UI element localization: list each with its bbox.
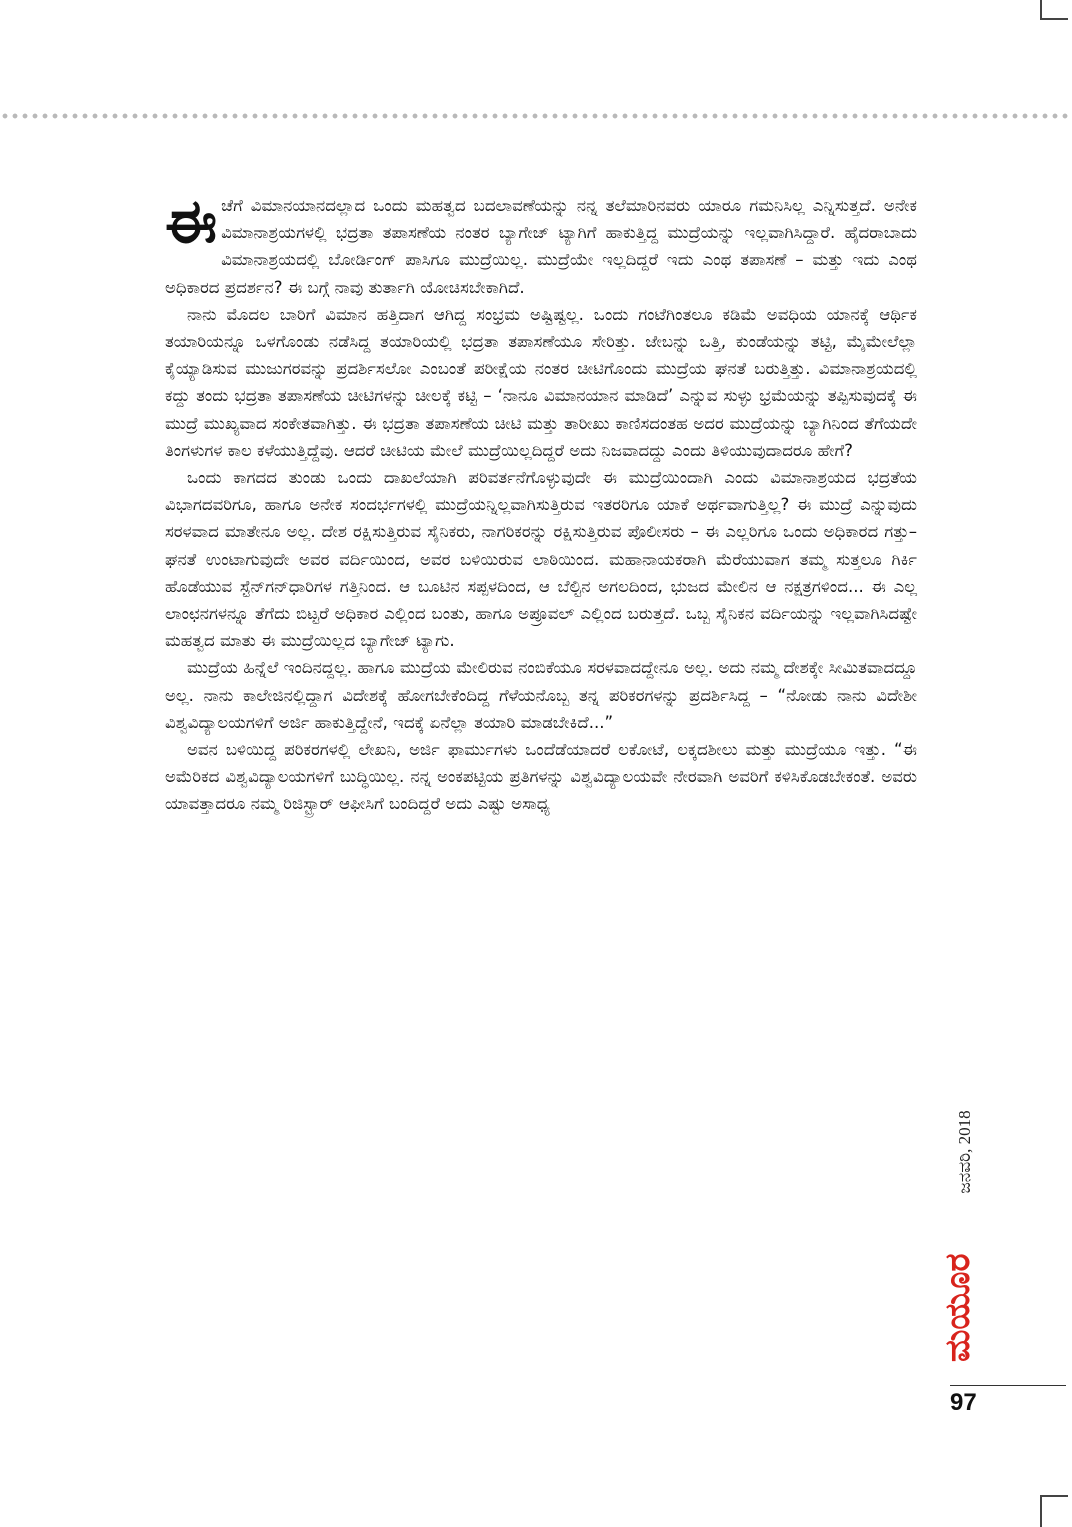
paragraph: ನಾನು ಮೊದಲ ಬಾರಿಗೆ ವಿಮಾನ ಹತ್ತಿದಾಗ ಆಗಿದ್ದ ಸಂಭ್ರಮ ಅಷ್ಟಿಷ್ಟಲ್ಲ. ಒಂದು ಗಂಟೆಗಿಂತಲೂ ಕಡಿಮೆ ಅವಧಿಯ ಯಾನಕ್ಕೆ ಆರ್ಥಿಕ ತಯಾರಿಯನ್ನೂ ಒಳಗೊಂಡು ನಡೆಸಿದ್ದ ತಯಾರಿಯಲ್ಲಿ ಭದ್ರತಾ ತಪಾಸಣೆಯೂ ಸೇರಿತ್ತು. ಜೇಬನ್ನು ಒತ್ತಿ, ಕುಂಡೆಯನ್ನು ತಟ್ಟಿ, ಮೈಮೇಲೆಲ್ಲಾ ಕೈಯ್ಯಾಡಿಸುವ ಮುಜುಗರವನ್ನು ಪ್ರದರ್ಶಿಸಲೋ ಎಂಬಂತೆ ಪರೀಕ್ಷೆಯ ನಂತರ ಚೀಟಿಗೊಂದು ಮುದ್ರೆಯ ಘನತೆ ಬರುತ್ತಿತ್ತು. ವಿಮಾನಾಶ್ರಯದಲ್ಲಿ ಕದ್ದು ತಂದು ಭದ್ರತಾ ತಪಾಸಣೆಯ ಚೀಟಿಗಳನ್ನು ಚೀಲಕ್ಕೆ ಕಟ್ಟಿ – ‘ನಾನೂ ವಿಮಾನಯಾನ ಮಾಡಿದೆ’ ಎನ್ನುವ ಸುಳ್ಳು ಭ್ರಮೆಯನ್ನು ತಪ್ಪಿಸುವುದಕ್ಕೆ ಈ ಮುದ್ರೆ ಮುಖ್ಯವಾದ ಸಂಕೇತವಾಗಿತ್ತು. ಈ ಭದ್ರತಾ ತಪಾಸಣೆಯ ಚೀಟಿ ಮತ್ತು ತಾರೀಖು ಕಾಣಿಸದಂತಹ ಅದರ ಮುದ್ರೆಯನ್ನು ಬ್ಯಾಗಿನಿಂದ ತೆಗೆಯದೇ ತಿಂಗಳುಗಳ ಕಾಲ ಕಳೆಯುತ್ತಿದ್ದೆವು. ಆದರೆ ಚೀಟಿಯ ಮೇಲೆ ಮುದ್ರೆಯಿಲ್ಲದಿದ್ದರೆ ಅದು ನಿಜವಾದದ್ದು ಎಂದು ತಿಳಿಯುವುದಾದರೂ ಹೇಗೆ? (165, 304, 917, 460)
page-sidebar (935, 1085, 1010, 1415)
magazine-logo: ಮಯೂರ (938, 1253, 978, 1362)
article-body (165, 187, 918, 818)
dotted-separator (0, 112, 1072, 120)
issue-date: ಜನವರಿ, 2018 (955, 1110, 974, 1194)
paragraph (165, 187, 917, 301)
paragraph: ಅವನ ಬಳಿಯಿದ್ದ ಪರಿಕರಗಳಲ್ಲಿ ಲೇಖನಿ, ಅರ್ಜಿ ಫಾರ್ಮುಗಳು ಒಂದೆಡೆಯಾದರೆ ಲಕೋಟೆ, ಲಕ್ಕದಶೀಲು ಮತ್ತು ಮುದ್ರೆಯೂ ಇತ್ತು. “ಈ ಅಮೆರಿಕದ ವಿಶ್ವವಿದ್ಯಾಲಯಗಳಿಗೆ ಬುದ್ಧಿಯಿಲ್ಲ. ನನ್ನ ಅಂಕಪಟ್ಟಿಯ ಪ್ರತಿಗಳನ್ನು ವಿಶ್ವವಿದ್ಯಾಲಯವೇ ನೇರವಾಗಿ ಅವರಿಗೆ ಕಳಿಸಿಕೊಡಬೇಕಂತೆ. ಅವರು ಯಾವತ್ತಾದರೂ ನಮ್ಮ ರಿಜಿಸ್ಟ್ರಾರ್ ಆಫೀಸಿಗೆ ಬಂದಿದ್ದರೆ ಅದು ಎಷ್ಟು ಅಸಾಧ್ಯ (165, 740, 918, 814)
crop-mark-top-right (1040, 0, 1068, 20)
paragraph-text: ಚೆಗೆ ವಿಮಾನಯಾನದಲ್ಲಾದ ಒಂದು ಮಹತ್ವದ ಬದಲಾವಣೆಯನ್ನು ನನ್ನ ತಲೆಮಾರಿನವರು ಯಾರೂ ಗಮನಿಸಿಲ್ಲ ಎನ್ನಿಸುತ್ತದೆ. ಅನೇಕ ವಿಮಾನಾಶ್ರಯಗಳಲ್ಲಿ ಭದ್ರತಾ ತಪಾಸಣೆಯ ನಂತರ ಬ್ಯಾಗೇಜ್ ಟ್ಯಾಗಿಗೆ ಹಾಕುತ್ತಿದ್ದ ಮುದ್ರೆಯನ್ನು ಇಲ್ಲವಾಗಿಸಿದ್ದಾರೆ. ಹೈದರಾಬಾದು ವಿಮಾನಾಶ್ರಯದಲ್ಲಿ ಬೋರ್ಡಿಂಗ್ ಪಾಸಿಗೂ ಮುದ್ರೆಯಿಲ್ಲ. ಮುದ್ರೆಯೇ ಇಲ್ಲದಿದ್ದರೆ ಇದು ಎಂಥ ತಪಾಸಣೆ – ಮತ್ತು ಇದು ಎಂಥ ಅಧಿಕಾರದ ಪ್ರದರ್ಶನ? ಈ ಬಗ್ಗೆ ನಾವು ತುರ್ತಾಗಿ ಯೋಚಿಸಬೇಕಾಗಿದೆ. (165, 196, 917, 297)
page-number-rule (950, 1385, 1066, 1386)
page-number: 97 (950, 1389, 977, 1416)
crop-mark-bottom-right (1040, 1495, 1068, 1527)
drop-cap: ಈ (165, 187, 216, 257)
paragraph: ಮುದ್ರೆಯ ಹಿನ್ನೆಲೆ ಇಂದಿನದ್ದಲ್ಲ. ಹಾಗೂ ಮುದ್ರೆಯ ಮೇಲಿರುವ ನಂಬಿಕೆಯೂ ಸರಳವಾದದ್ದೇನೂ ಅಲ್ಲ. ಅದು ನಮ್ಮ ದೇಶಕ್ಕೇ ಸೀಮಿತವಾದದ್ದೂ ಅಲ್ಲ. ನಾನು ಕಾಲೇಜಿನಲ್ಲಿದ್ದಾಗ ವಿದೇಶಕ್ಕೆ ಹೋಗಬೇಕೆಂದಿದ್ದ ಗೆಳೆಯನೊಬ್ಬ ತನ್ನ ಪರಿಕರಗಳನ್ನು ಪ್ರದರ್ಶಿಸಿದ್ದ – “ನೋಡು ನಾನು ವಿದೇಶೀ ವಿಶ್ವವಿದ್ಯಾಲಯಗಳಿಗೆ ಅರ್ಜಿ ಹಾಕುತ್ತಿದ್ದೇನೆ, ಇದಕ್ಕೆ ಏನೆಲ್ಲಾ ತಯಾರಿ ಮಾಡಬೇಕಿದೆ...” (165, 658, 917, 732)
paragraph: ಒಂದು ಕಾಗದದ ತುಂಡು ಒಂದು ದಾಖಲೆಯಾಗಿ ಪರಿವರ್ತನೆಗೊಳ್ಳುವುದೇ ಈ ಮುದ್ರೆಯಿಂದಾಗಿ ಎಂದು ವಿಮಾನಾಶ್ರಯದ ಭದ್ರತೆಯ ವಿಭಾಗದವರಿಗೂ, ಹಾಗೂ ಅನೇಕ ಸಂದರ್ಭಗಳಲ್ಲಿ ಮುದ್ರೆಯನ್ನಿಲ್ಲವಾಗಿಸುತ್ತಿರುವ ಇತರರಿಗೂ ಯಾಕೆ ಅರ್ಥವಾಗುತ್ತಿಲ್ಲ? ಈ ಮುದ್ರೆ ಎನ್ನುವುದು ಸರಳವಾದ ಮಾತೇನೂ ಅಲ್ಲ. ದೇಶ ರಕ್ಷಿಸುತ್ತಿರುವ ಸೈನಿಕರು, ನಾಗರಿಕರನ್ನು ರಕ್ಷಿಸುತ್ತಿರುವ ಪೊಲೀಸರು – ಈ ಎಲ್ಲರಿಗೂ ಒಂದು ಅಧಿಕಾರದ ಗತ್ತು–ಘನತೆ ಉಂಟಾಗುವುದೇ ಅವರ ವರ್ದಿಯಿಂದ, ಅವರ ಬಳಿಯಿರುವ ಲಾಠಿಯಿಂದ. ಮಹಾನಾಯಕರಾಗಿ ಮೆರೆಯುವಾಗ ತಮ್ಮ ಸುತ್ತಲೂ ಗಿರ್ಕಿ ಹೊಡೆಯುವ ಸ್ಟೆನ್‌ಗನ್‌ಧಾರಿಗಳ ಗತ್ತಿನಿಂದ. ಆ ಬೂಟಿನ ಸಪ್ಪಳದಿಂದ, ಆ ಬೆಲ್ಟಿನ ಅಗಲದಿಂದ, ಭುಜದ ಮೇಲಿನ ಆ ನಕ್ಷತ್ರಗಳಿಂದ... ಈ ಎಲ್ಲ ಲಾಂಛನಗಳನ್ನೂ ತೆಗೆದು ಬಿಟ್ಟರೆ ಅಧಿಕಾರ ಎಲ್ಲಿಂದ ಬಂತು, ಹಾಗೂ ಅಪ್ರೂವಲ್ ಎಲ್ಲಿಂದ ಬರುತ್ತದೆ. ಒಬ್ಬ ಸೈನಿಕನ ವರ್ದಿಯನ್ನು ಇಲ್ಲವಾಗಿಸಿದಷ್ಟೇ ಮಹತ್ವದ ಮಾತು ಈ ಮುದ್ರೆಯಿಲ್ಲದ ಬ್ಯಾಗೇಜ್ ಟ್ಯಾಗು. (165, 468, 917, 651)
